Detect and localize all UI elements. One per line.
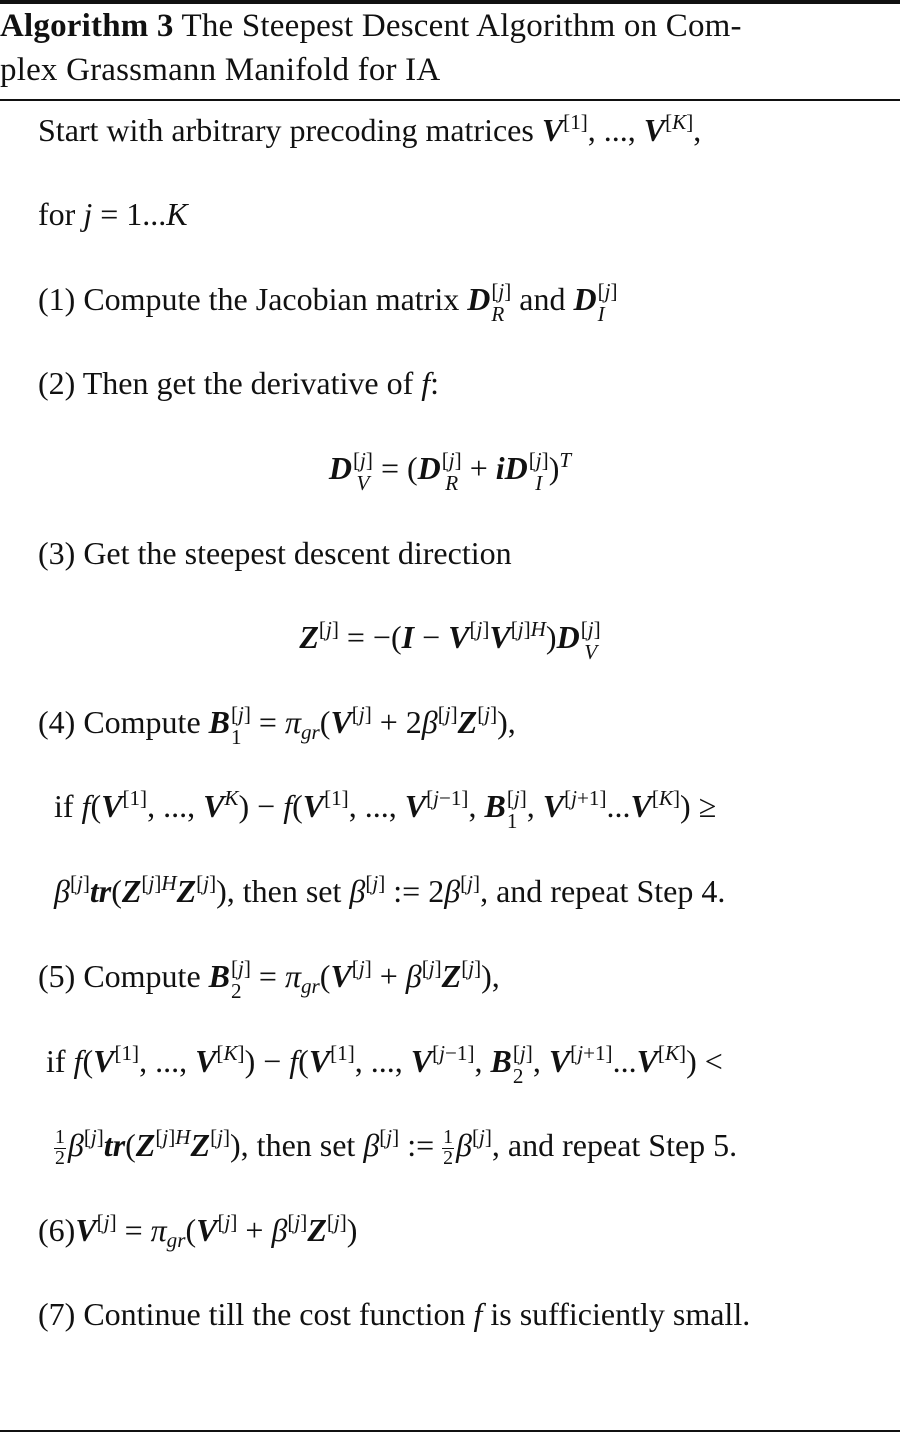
step4-text: (4) Compute: [38, 704, 201, 740]
step5-repeat: , and repeat Step 5.: [491, 1127, 738, 1163]
step4-condition: if f(V[1], ..., $V^K) - f(V[1]$, ..., V[j−1], B [j] 1 , V[j+1]...V[K]) ≥: [54, 786, 717, 833]
start-line: Start with arbitrary precoding matrices V[1], ..., V[K],: [38, 110, 702, 148]
step7-line: (7) Continue till the cost function f is sufficiently small.: [38, 1296, 751, 1332]
algorithm-title-line2: plex Grassmann Manifold for IA: [0, 52, 441, 88]
algorithm-caption: [0, 4, 900, 92]
start-text: Start with arbitrary precoding matrices: [38, 112, 534, 148]
step5-update: $\frac{1}{2}$ $\beta[j]tr(Z^{[j]H}Z[j])$, then set β[j] := $\frac{1}{2}$ β[j], and repeat Step 5.: [55, 1125, 738, 1170]
step7-text-b: is sufficiently small.: [490, 1296, 751, 1332]
algorithm-label: Algorithm 3: [0, 8, 174, 44]
step4-then: , then set: [226, 873, 342, 909]
loop-line: for j = 1...K: [38, 196, 188, 232]
step2-equation: D [j] V = (D [j] R + iD [j] I )$^T$: [328, 448, 572, 495]
step3-line: [38, 533, 512, 573]
step2-line: (2) Then get the derivative of f:: [38, 365, 440, 401]
step1-text: (1) Compute the Jacobian matrix: [38, 281, 460, 317]
step5-line: (5) Compute B [j] 2 = $\pi_{gr}(V[j] + \beta[j]Z[j])$,: [38, 956, 500, 1003]
step6-text: (6): [38, 1212, 76, 1248]
step1-and: and: [519, 281, 566, 317]
step4-repeat: , and repeat Step 4.: [480, 873, 726, 909]
step4-update: $\beta[j]tr(Z^{[j]H}Z[j])$, then set β[j] := 2β[j], and repeat Step 4.: [54, 871, 726, 909]
algorithm-title-line1: The Steepest Descent Algorithm on Com-: [181, 8, 742, 44]
step6-line: $(6)V[j] = \pi_{gr}(V[j] + \beta[j]Z[j])$: [38, 1210, 358, 1253]
step5-condition: if f(V[1], ..., V[K]) − f(V[1], ..., V[j−1], B [j] 2 , V[j+1]...V[K]) <: [46, 1041, 723, 1088]
caption-rule: [0, 99, 900, 101]
step5-then: , then set: [240, 1127, 356, 1163]
step5-text: (5) Compute: [38, 958, 201, 994]
step7-text-a: (7) Continue till the cost function: [38, 1296, 466, 1332]
step3-text: (3) Get the steepest descent direction: [38, 535, 512, 571]
bottom-rule: [0, 1430, 900, 1432]
step2-text: (2) Then get the derivative of: [38, 365, 414, 401]
step3-equation: $Z[j] = -(I - V[j]V^{[j]H})D$ [j] V: [299, 617, 601, 664]
step1-line: (1) Compute the Jacobian matrix D [j] R and D [j] I: [38, 279, 618, 326]
step4-line: (4) Compute B [j] 1 = $\pi_{gr}(V[j] + 2\beta[j]Z[j])$,: [38, 702, 516, 749]
loop-text: for: [38, 196, 76, 232]
